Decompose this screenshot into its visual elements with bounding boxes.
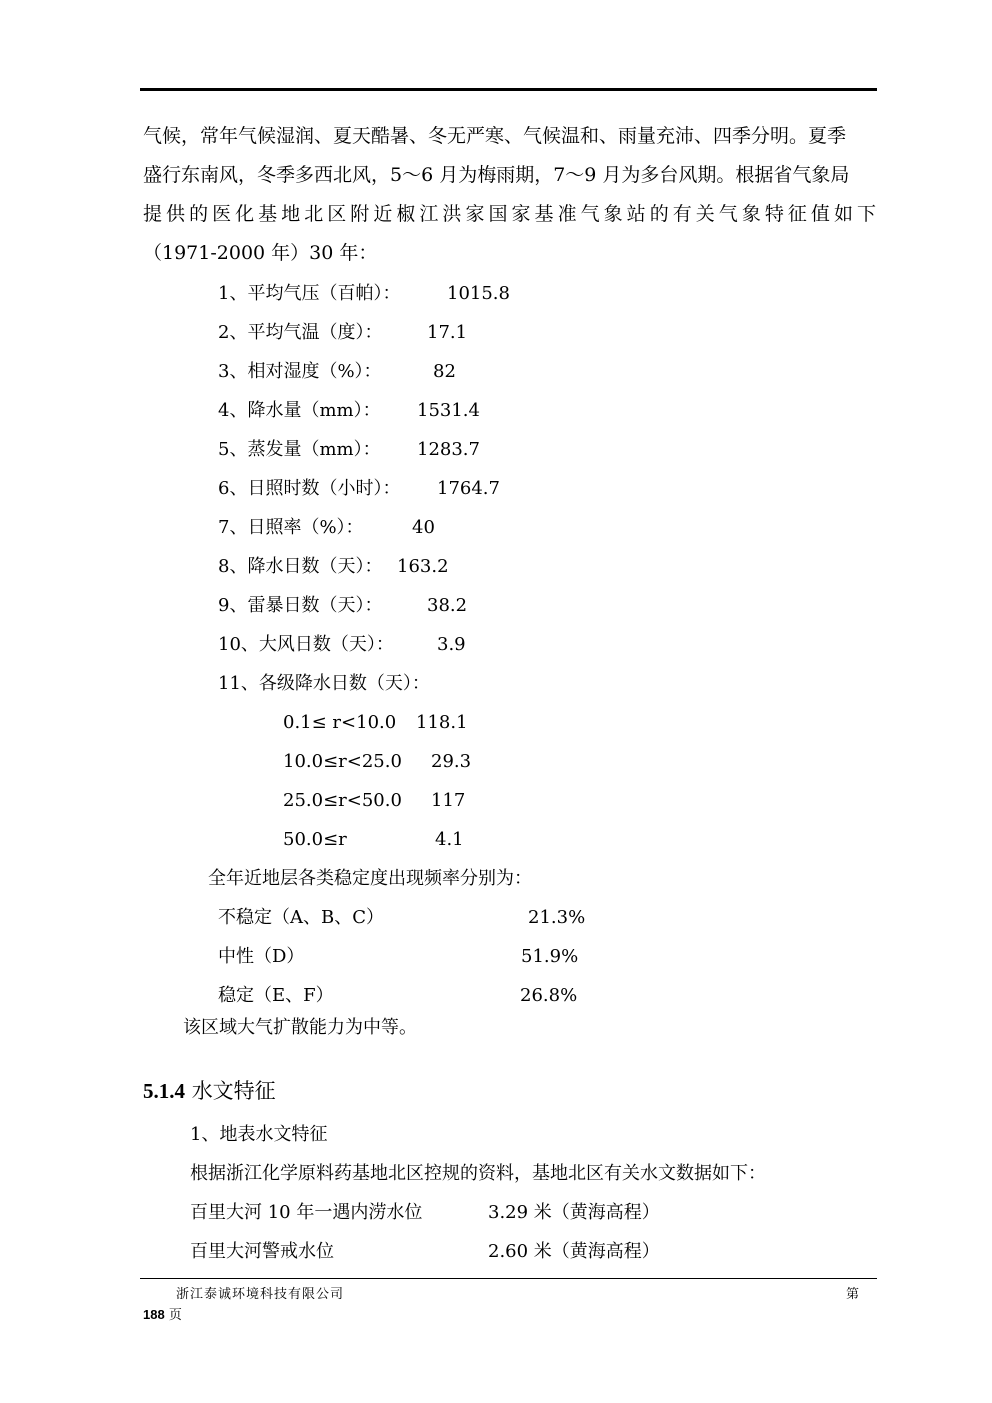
climate-item-value: 1015.8 <box>447 283 510 304</box>
climate-item-label: 1、平均气压（百帕）： <box>218 283 401 304</box>
climate-item-label: 10、大风日数（天）： <box>218 634 394 655</box>
page-number: 188 <box>143 1307 165 1322</box>
subsection-text: 1、地表水文特征 <box>190 1124 328 1145</box>
stability-value: 51.9% <box>521 946 579 967</box>
intro-paragraph <box>143 117 876 273</box>
precip-value: 29.3 <box>431 751 472 772</box>
footer-page-prefix: 第 <box>846 1287 861 1302</box>
climate-item-label: 4、降水量（mm）： <box>218 400 381 421</box>
stability-value: 21.3% <box>528 907 586 928</box>
footer-page <box>143 1304 182 1323</box>
stability-label: 稳定（E、F） <box>218 985 334 1006</box>
precip-range: 10.0≤r<25.0 <box>283 751 402 772</box>
climate-item-value: 1531.4 <box>417 400 480 421</box>
page-suffix: 页 <box>168 1308 182 1323</box>
climate-item-label: 9、雷暴日数（天）： <box>218 595 383 616</box>
header-rule <box>140 88 877 91</box>
climate-item-label: 7、日照率（%）： <box>218 517 364 538</box>
climate-item-value: 17.1 <box>427 322 468 343</box>
conclusion-text: 该区域大气扩散能力为中等。 <box>183 1017 417 1038</box>
stability-value: 26.8% <box>520 985 578 1006</box>
climate-item-value: 82 <box>433 361 456 382</box>
intro-line: 提供的医化基地北区附近椒江洪家国家基准气象站的有关气象特征值如下 <box>143 203 876 225</box>
climate-item-label: 3、相对湿度（%）： <box>218 361 382 382</box>
intro-line: 盛行东南风，冬季多西北风，5～6 月为梅雨期，7～9 月为多台风期。根据省气象局 <box>143 164 850 186</box>
hydro-intro-text: 根据浙江化学原料药基地北区控规的资料，基地北区有关水文数据如下： <box>190 1163 766 1184</box>
climate-item-value: 40 <box>412 517 435 538</box>
section-number: 5.1.4 <box>143 1079 185 1103</box>
stability-label: 中性（D） <box>218 946 305 967</box>
climate-item-label: 8、降水日数（天）： <box>218 556 383 577</box>
precip-range: 50.0≤r <box>283 829 347 850</box>
precip-range: 0.1≤ r<10.0 <box>283 712 397 733</box>
climate-item-value: 1283.7 <box>417 439 480 460</box>
hydro-label: 百里大河 10 年一遇内涝水位 <box>190 1202 423 1223</box>
intro-line: 气候，常年气候湿润、夏天酷暑、冬无严寒、气候温和、雨量充沛、四季分明。夏季 <box>143 125 847 147</box>
precip-value: 4.1 <box>435 829 464 850</box>
footer-company: 浙江泰诚环境科技有限公司 <box>176 1287 345 1302</box>
climate-item-label: 2、平均气温（度）： <box>218 322 383 343</box>
hydro-label: 百里大河警戒水位 <box>190 1241 334 1262</box>
hydro-value: 2.60 米（黄海高程） <box>488 1241 660 1262</box>
climate-item-value: 163.2 <box>397 556 449 577</box>
precip-value: 118.1 <box>416 712 468 733</box>
section-title: 水文特征 <box>191 1079 276 1103</box>
intro-line: （1971-2000 年）30 年： <box>143 242 378 264</box>
climate-item-label: 6、日照时数（小时）： <box>218 478 401 499</box>
precip-value: 117 <box>431 790 466 811</box>
hydro-value: 3.29 米（黄海高程） <box>488 1202 660 1223</box>
climate-item-label: 5、蒸发量（mm）： <box>218 439 381 460</box>
section-heading <box>143 1075 276 1105</box>
climate-item-value: 3.9 <box>437 634 466 655</box>
climate-item-value: 1764.7 <box>437 478 500 499</box>
stability-label: 不稳定（A、B、C） <box>218 907 384 928</box>
climate-item-label: 11、各级降水日数（天）： <box>218 673 430 694</box>
climate-item-value: 38.2 <box>427 595 468 616</box>
precip-range: 25.0≤r<50.0 <box>283 790 402 811</box>
footer-rule <box>140 1278 877 1279</box>
stability-intro-text: 全年近地层各类稳定度出现频率分别为： <box>208 868 532 889</box>
